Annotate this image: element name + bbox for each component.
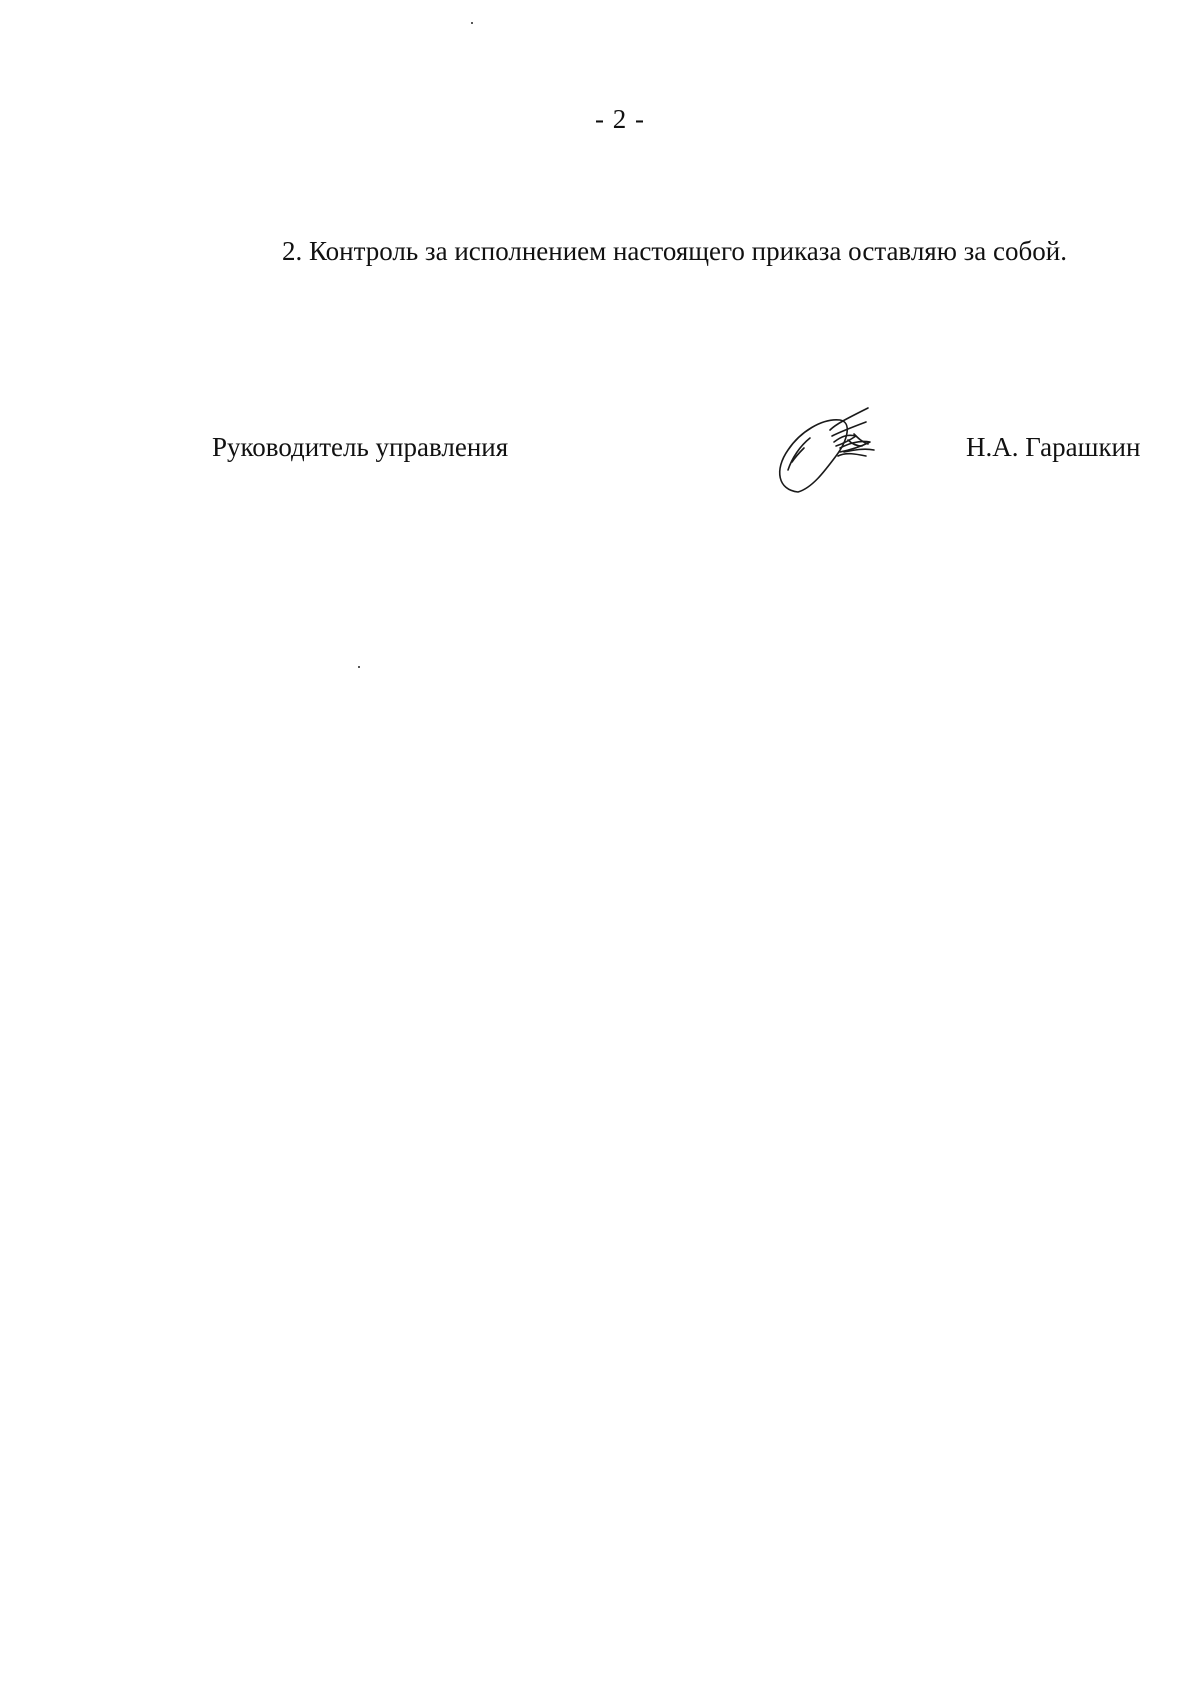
scan-speck	[471, 22, 473, 24]
signer-position: Руководитель управления	[212, 432, 509, 462]
paragraph-control-clause: 2. Контроль за исполнением настоящего приказа оставляю за собой.	[282, 236, 1067, 266]
scan-speck	[358, 666, 360, 668]
handwritten-signature	[770, 400, 890, 495]
page-number: - 2 -	[595, 104, 645, 134]
signature-block	[0, 432, 1200, 492]
signer-name: Н.А. Гарашкин	[966, 432, 1141, 462]
